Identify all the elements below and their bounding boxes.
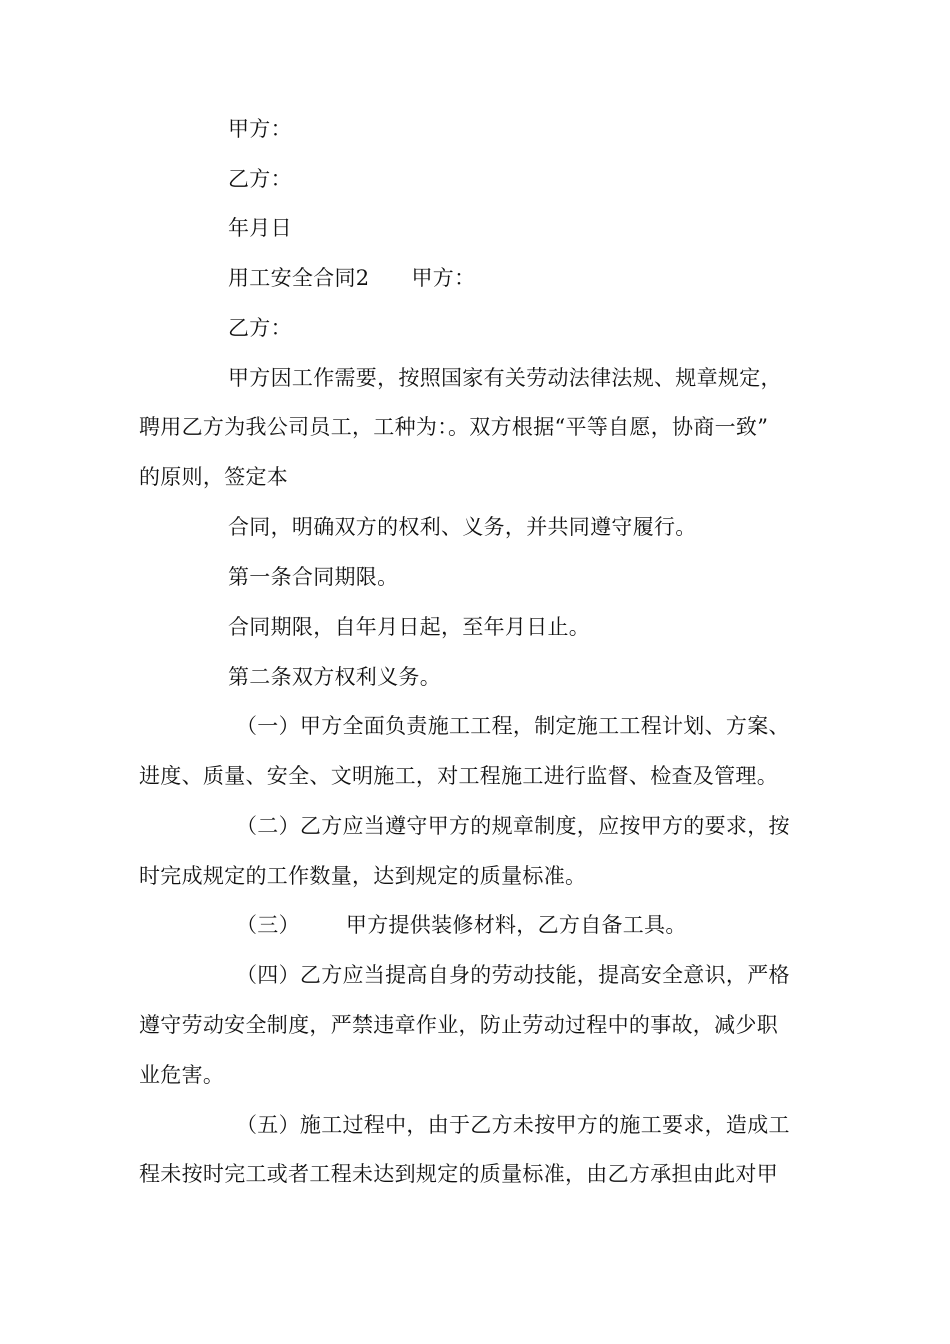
clause-line: （二）乙方应当遵守甲方的规章制度，应按甲方的要求，按 (236, 814, 790, 838)
signature-date: 年月日 (228, 216, 292, 240)
clause-line: 进度、质量、安全、文明施工，对工程施工进行监督、检查及管理。 (139, 764, 778, 788)
party-b-signature-label: 乙方： (228, 167, 292, 191)
article-body: 合同期限，自年月日起，至年月日止。 (228, 615, 591, 639)
clause-line: 时完成规定的工作数量，达到规定的质量标准。 (139, 864, 587, 888)
contract-party-a: 甲方： (411, 266, 476, 290)
intro-paragraph-line: 甲方因工作需要，按照国家有关劳动法律法规、规章规定， (228, 366, 782, 390)
intro-paragraph-line: 聘用乙方为我公司员工，工种为：。双方根据“平等自愿，协商一致” (139, 415, 769, 439)
contract-title-line (228, 265, 475, 291)
clause-text: 甲方提供装修材料，乙方自备工具。 (345, 913, 687, 937)
clause-line: 程未按时完工或者工程未达到规定的质量标准，由乙方承担由此对甲 (139, 1162, 778, 1186)
intro-paragraph-line: 的原则，签定本 (139, 465, 289, 489)
clause-line: 业危害。 (139, 1063, 225, 1087)
contract-party-b: 乙方： (228, 316, 292, 340)
clause-line (236, 912, 687, 938)
clause-number: （三） (236, 913, 300, 937)
party-a-signature-label: 甲方： (228, 117, 292, 141)
article-heading: 第二条双方权利义务。 (228, 665, 441, 689)
clause-line: （四）乙方应当提高自身的劳动技能，提高安全意识，严格 (236, 963, 790, 987)
clause-line: （一）甲方全面负责施工工程，制定施工工程计划、方案、 (236, 714, 790, 738)
clause-line: 遵守劳动安全制度，严禁违章作业，防止劳动过程中的事故，减少职 (139, 1013, 778, 1037)
intro-paragraph-line: 合同，明确双方的权利、义务，并共同遵守履行。 (228, 515, 697, 539)
contract-title: 用工安全合同2 (228, 266, 370, 290)
clause-line: （五）施工过程中，由于乙方未按甲方的施工要求，造成工 (236, 1113, 790, 1137)
article-heading: 第一条合同期限。 (228, 565, 399, 589)
